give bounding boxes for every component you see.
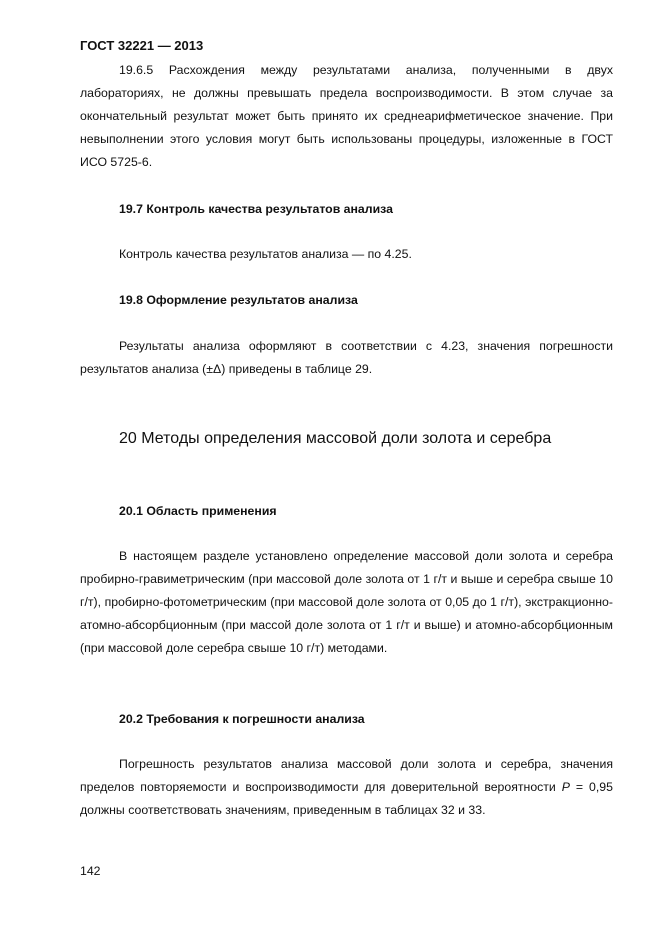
paragraph-19-6-5: 19.6.5 Расхождения между результатами анализа, полученными в двух лабораториях, не должны превышать предела воспроизводимости. В этом случае за окончательный результат может быть принято их среднеарифметическое значение. При невыполнении этого условия могут быть использованы процедуры, изложенные в ГОСТ ИСО 5725-6. xyxy=(80,63,613,169)
paragraph-20-2-text-b: = 0,95 должны соответствовать значениям, приведенным в таблицах 32 и 33. xyxy=(80,780,613,817)
probability-variable: P xyxy=(561,780,570,794)
paragraph-20-2 xyxy=(80,753,613,822)
standard-header: ГОСТ 32221 — 2013 xyxy=(80,38,204,53)
page-number: 142 xyxy=(80,864,101,878)
section-heading-20-2: 20.2 Требования к погрешности анализа xyxy=(119,712,365,726)
section-heading-19-8: 19.8 Оформление результатов анализа xyxy=(119,293,358,307)
paragraph-20-1: В настоящем разделе установлено определение массовой доли золота и серебра пробирно-гравиметрическим (при массовой доле золота от 1 г/т и выше и серебра свыше 10 г/т), пробирно-фотометрическим (при массовой доле золота от 0,05 до 1 г/т), экстракционно-атомно-абсорбционным (при массой доле золота от 1 г/т и выше) и атомно-абсорбционным (при массовой доле серебра свыше 10 г/т) методами. xyxy=(80,549,613,655)
section-heading-20-1: 20.1 Область применения xyxy=(119,504,277,518)
paragraph-20-2-text-a: Погрешность результатов анализа массовой доли золота и серебра, значения пределов повторяемости и воспроизводимости для доверительной вероятности xyxy=(80,757,613,794)
section-heading-19-7: 19.7 Контроль качества результатов анализа xyxy=(119,202,393,216)
chapter-heading-20: 20 Методы определения массовой доли золота и серебра xyxy=(119,430,552,447)
paragraph-19-7: Контроль качества результатов анализа — по 4.25. xyxy=(119,247,412,261)
paragraph-19-8: Результаты анализа оформляют в соответствии с 4.23, значения погрешности результатов анализа (±Δ) приведены в таблице 29. xyxy=(80,339,613,376)
